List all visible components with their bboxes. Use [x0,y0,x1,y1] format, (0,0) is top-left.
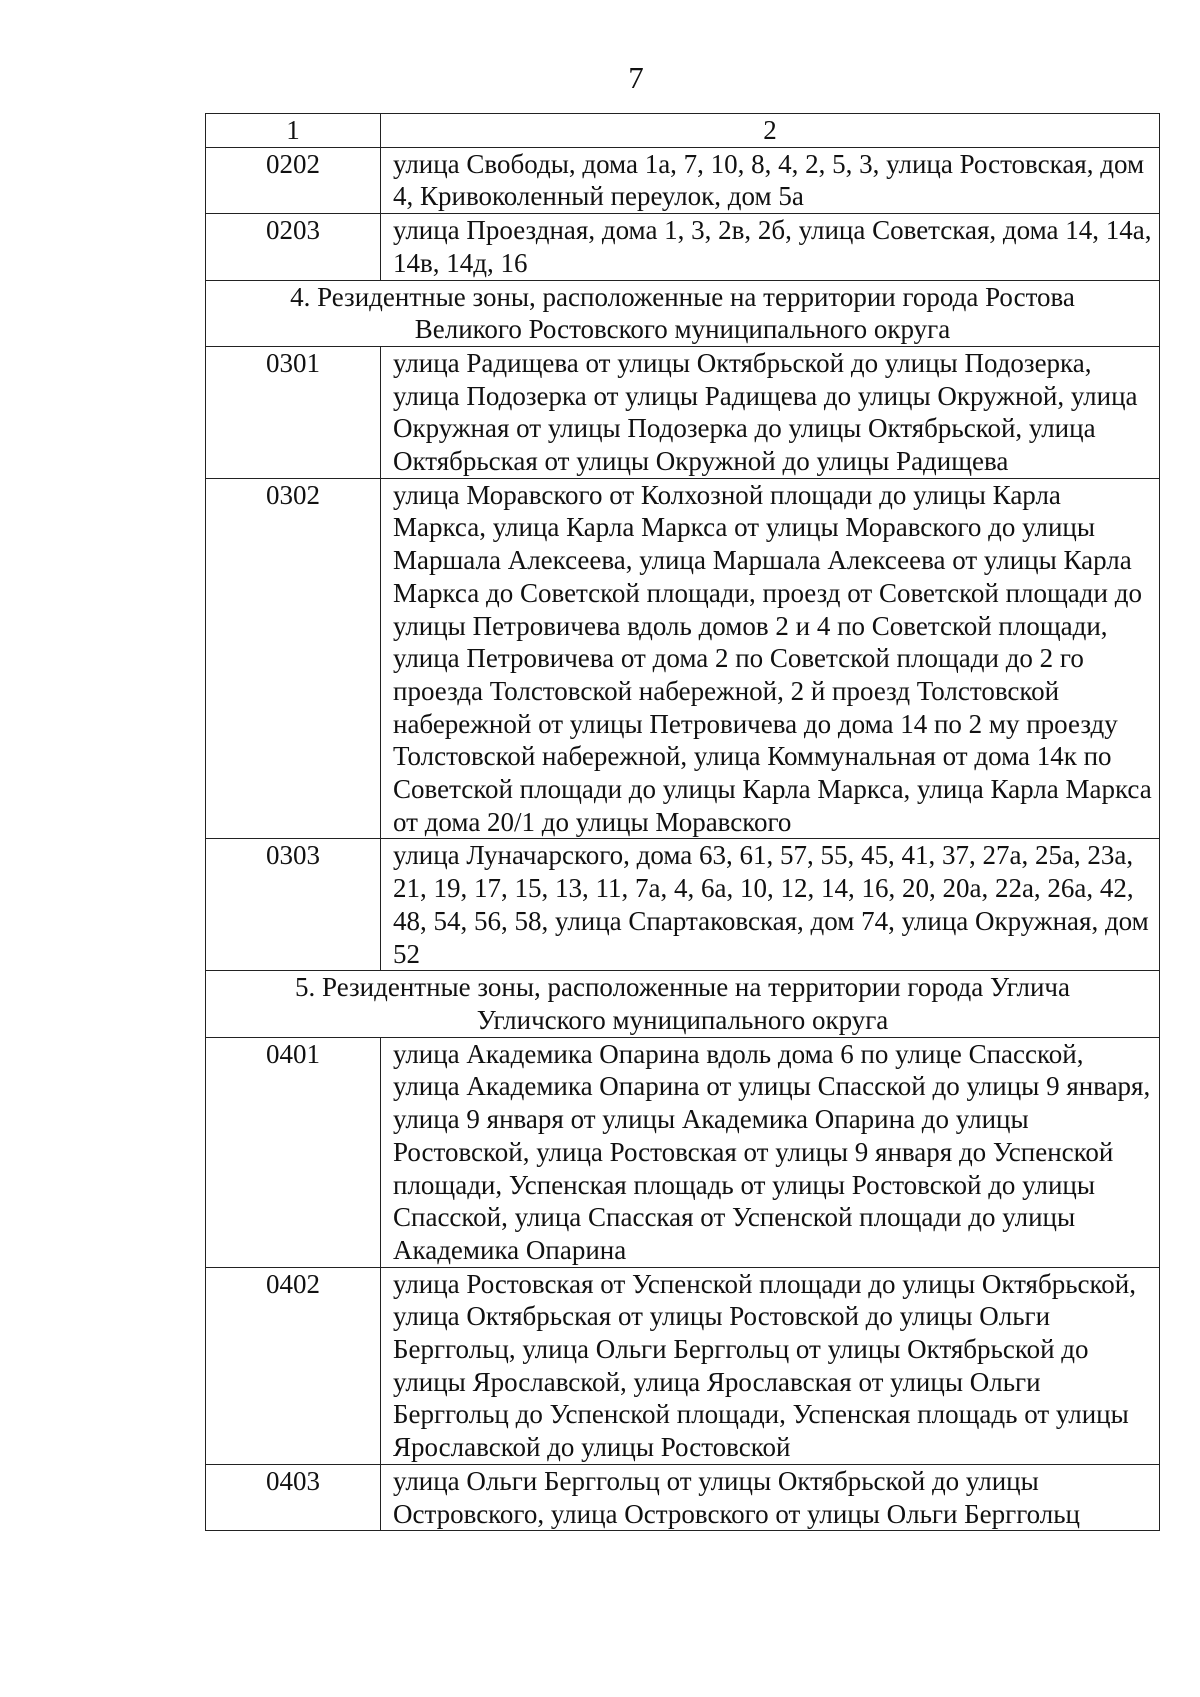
zone-code: 0401 [206,1037,381,1267]
zone-description: улица Радищева от улицы Октябрьской до улицы Подозерка, улица Подозерка от улицы Радищева до улицы Окружной, улица Окружная от улицы Подозерка до улицы Октябрьской, улица Октябрьская от улицы Окружной до улицы Радищева [381,346,1160,478]
zone-code: 0302 [206,478,381,839]
section-heading: 4. Резидентные зоны, расположенные на территории города Ростова Великого Ростовского муниципального округа [206,280,1160,346]
table-row [206,346,1160,478]
table-row [206,1464,1160,1530]
zone-code: 0203 [206,214,381,280]
column-2-header: 2 [381,114,1160,148]
table-row [206,478,1160,839]
zone-description: улица Академика Опарина вдоль дома 6 по улице Спасской, улица Академика Опарина от улицы Спасской до улицы 9 января, улица 9 января от улицы Академика Опарина до улицы Ростовской, улица Ростовская от улицы 9 января до Успенской площади, Успенская площадь от улицы Ростовской до улицы Спасской, улица Спасская от Успенской площади до улицы Академика Опарина [381,1037,1160,1267]
section-heading: 5. Резидентные зоны, расположенные на территории города Углича Угличского муниципального округа [206,971,1160,1037]
zone-description: улица Луначарского, дома 63, 61, 57, 55, 45, 41, 37, 27а, 25а, 23а, 21, 19, 17, 15, 13, 11, 7а, 4, 6а, 10, 12, 14, 16, 20, 20а, 22а, 26а, 42, 48, 54, 56, 58, улица Спартаковская, дом 74, улица Окружная, дом 52 [381,839,1160,971]
zone-description: улица Проездная, дома 1, 3, 2в, 2б, улица Советская, дома 14, 14а, 14в, 14д, 16 [381,214,1160,280]
zones-table [205,113,1160,1531]
zone-code: 0303 [206,839,381,971]
zone-code: 0403 [206,1464,381,1530]
table-row [206,147,1160,213]
zone-code: 0402 [206,1267,381,1464]
zone-description: улица Свободы, дома 1а, 7, 10, 8, 4, 2, 5, 3, улица Ростовская, дом 4, Кривоколенный переулок, дом 5а [381,147,1160,213]
zone-description: улица Ольги Берггольц от улицы Октябрьской до улицы Островского, улица Островского от улицы Ольги Берггольц [381,1464,1160,1530]
table-row [206,1267,1160,1464]
zone-description: улица Ростовская от Успенской площади до улицы Октябрьской, улица Октябрьская от улицы Ростовской до улицы Ольги Берггольц, улица Ольги Берггольц от улицы Октябрьской до улицы Ярославской, улица Ярославская от улицы Ольги Берггольц до Успенской площади, Успенская площадь от улицы Ярославской до улицы Ростовской [381,1267,1160,1464]
zone-code: 0301 [206,346,381,478]
zone-description: улица Моравского от Колхозной площади до улицы Карла Маркса, улица Карла Маркса от улицы Моравского до улицы Маршала Алексеева, улица Маршала Алексеева от улицы Карла Маркса до Советской площади, проезд от Советской площади до улицы Петровичева вдоль домов 2 и 4 по Советской площади, улица Петровичева от дома 2 по Советской площади до 2 го проезда Толстовской набережной, 2 й проезд Толстовской набережной от улицы Петровичева до дома 14 по 2 му проезду Толстовской набережной, улица Коммунальная от дома 14к по Советской площади до улицы Карла Маркса, улица Карла Маркса от дома 20/1 до улицы Моравского [381,478,1160,839]
zone-code: 0202 [206,147,381,213]
section-heading-row [206,280,1160,346]
table-row [206,214,1160,280]
page-number: 7 [628,60,644,95]
table-row [206,1037,1160,1267]
table-row [206,839,1160,971]
section-heading-row [206,971,1160,1037]
table-header-row [206,114,1160,148]
column-1-header: 1 [206,114,381,148]
